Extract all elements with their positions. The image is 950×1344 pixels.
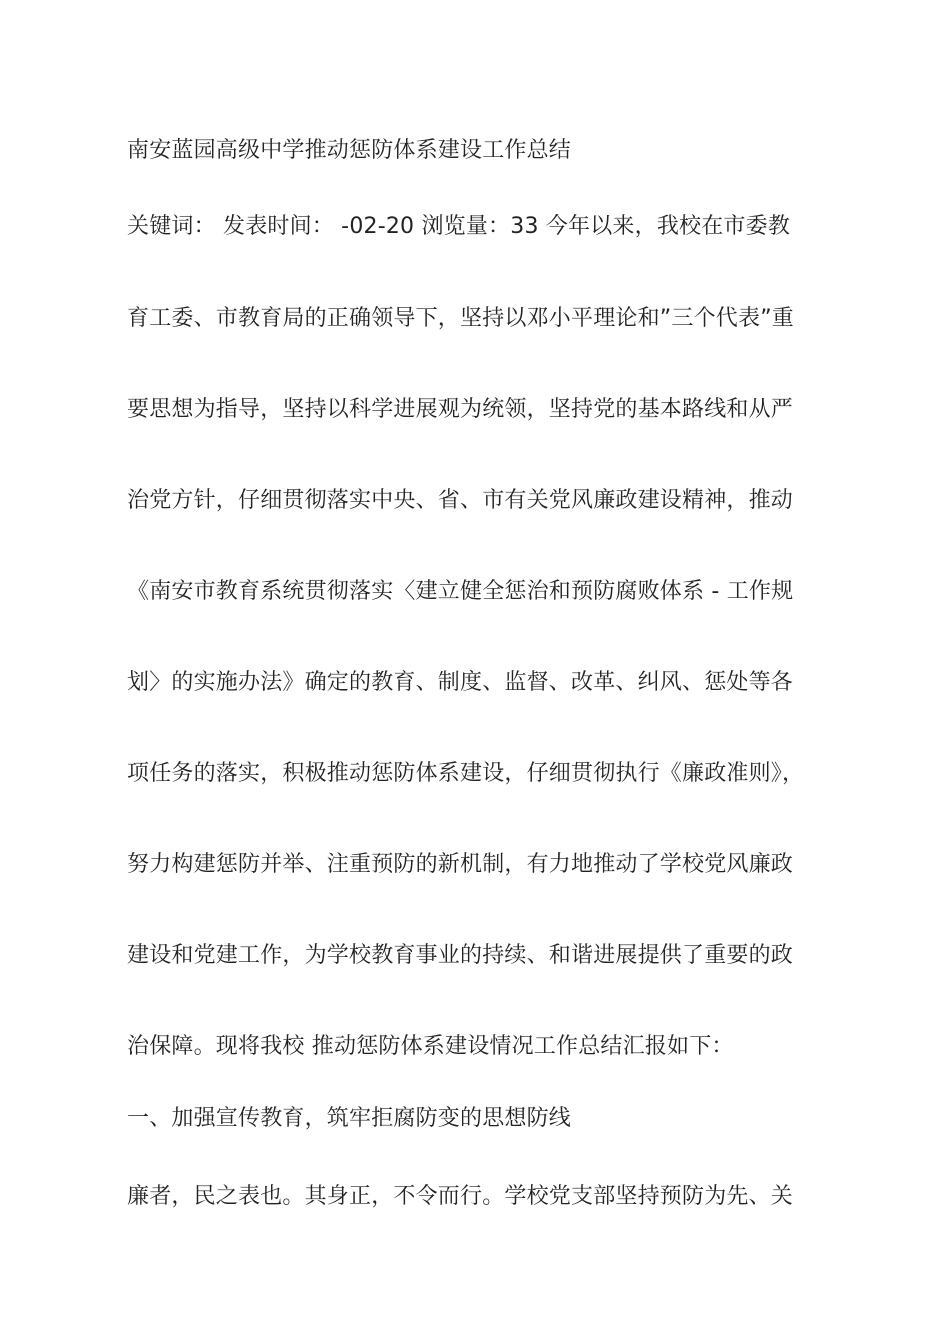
body-line: 治保障。现将我校 推动惩防体系建设情况工作总结汇报如下： [127,1034,734,1059]
body-line: 要思想为指导，坚持以科学进展观为统领，坚持党的基本路线和从严 [127,397,794,422]
body-line: 《南安市教育系统贯彻落实〈建立健全惩治和预防腐败体系 - 工作规 [127,579,794,604]
body-line: 治党方针，仔细贯彻落实中央、省、市有关党风廉政建设精神，推动 [127,488,794,513]
body-line: 努力构建惩防并举、注重预防的新机制，有力地推动了学校党风廉政 [127,852,794,877]
body-line: 育工委、市教育局的正确领导下，坚持以邓小平理论和”三个代表”重 [127,306,794,331]
section-heading: 一、加强宣传教育，筑牢拒腐防变的思想防线 [127,1106,572,1131]
body-line: 关键词： 发表时间： -02-20 浏览量：33 今年以来，我校在市委教 [127,214,791,239]
body-line: 建设和党建工作，为学校教育事业的持续、和谐进展提供了重要的政 [127,943,794,968]
body-line: 项任务的落实，积极推动惩防体系建设，仔细贯彻执行《廉政准则》， [127,761,805,786]
body-line: 廉者，民之表也。其身正，不令而行。学校党支部坚持预防为先、关 [127,1184,794,1209]
body-line: 划〉的实施办法》确定的教育、制度、监督、改革、纠风、惩处等各 [127,670,794,695]
document-title: 南安蓝园高级中学推动惩防体系建设工作总结 [127,138,572,163]
